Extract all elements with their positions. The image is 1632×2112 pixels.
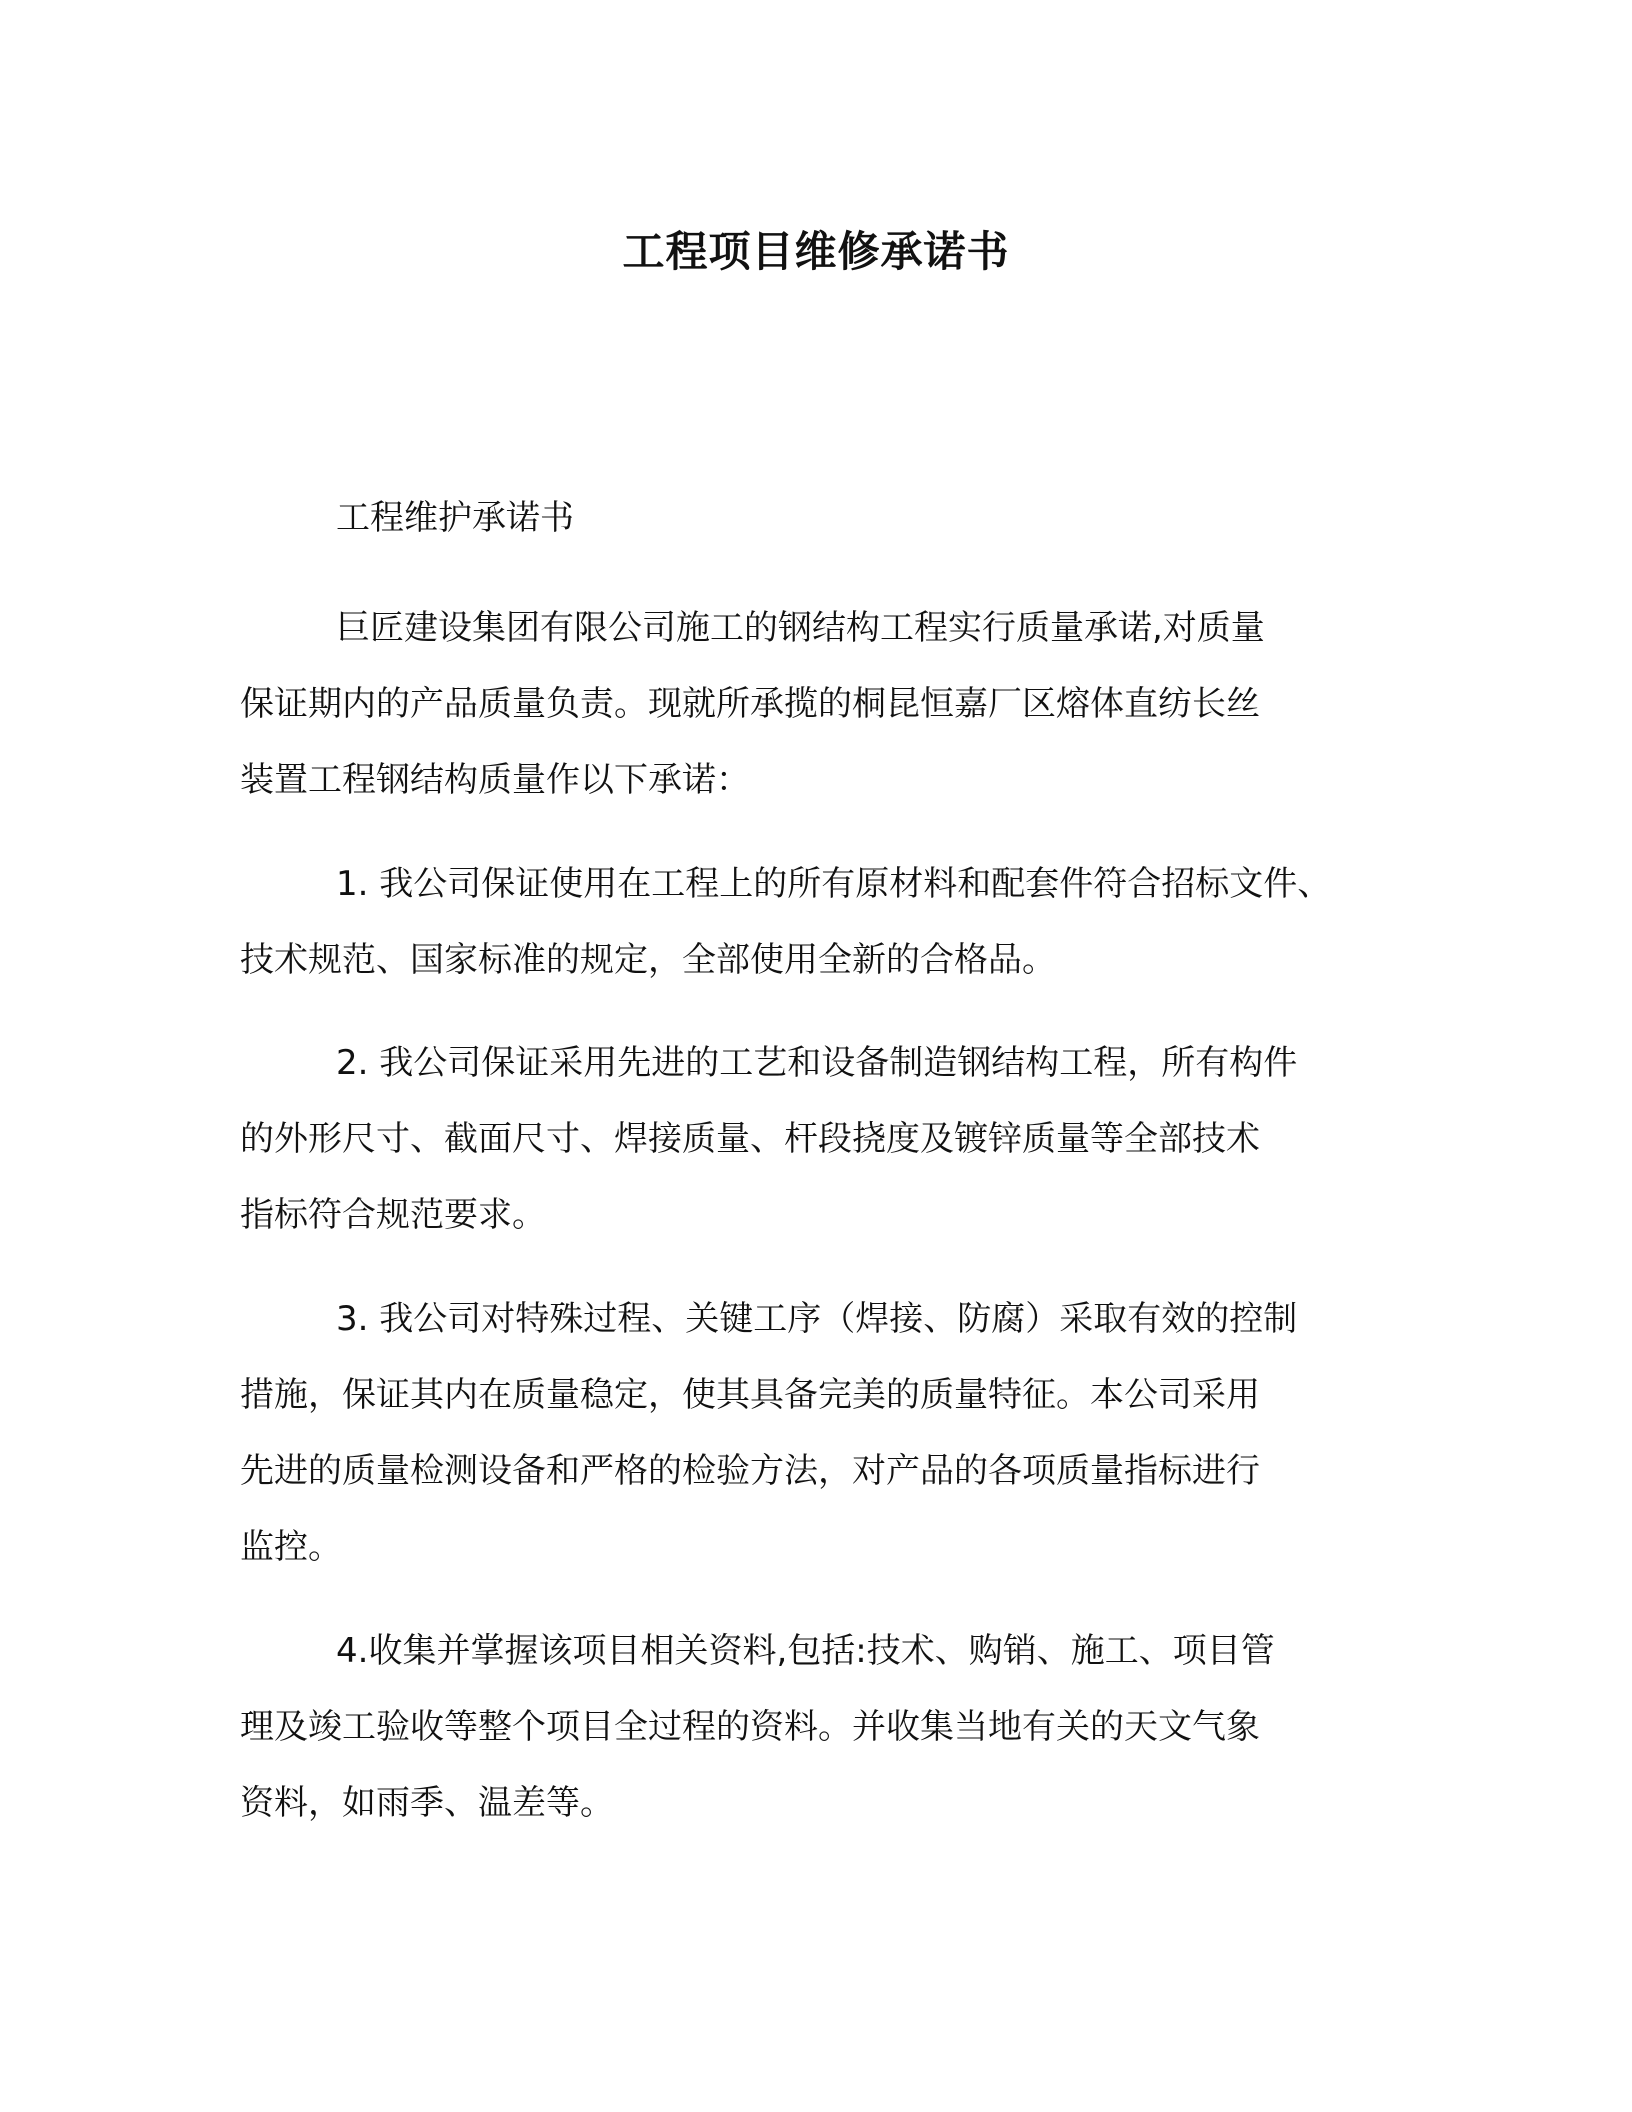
paragraph-line: 装置工程钢结构质量作以下承诺： — [240, 760, 750, 800]
paragraph-line: 技术规范、国家标准的规定，全部使用全新的合格品。 — [240, 940, 1056, 980]
commitment-item-4 — [240, 1613, 1400, 1841]
paragraph-line: 资料，如雨季、温差等。 — [240, 1783, 614, 1823]
document-title: 工程项目维修承诺书 — [622, 227, 1010, 276]
paragraph-line: 4.收集并掌握该项目相关资料,包括:技术、购销、施工、项目管 — [336, 1631, 1275, 1671]
paragraph-line: 理及竣工验收等整个项目全过程的资料。并收集当地有关的天文气象 — [240, 1707, 1260, 1747]
intro-paragraph — [240, 590, 1400, 818]
paragraph-line: 的外形尺寸、截面尺寸、焊接质量、杆段挠度及镀锌质量等全部技术 — [240, 1119, 1260, 1159]
paragraph-line: 先进的质量检测设备和严格的检验方法，对产品的各项质量指标进行 — [240, 1451, 1260, 1491]
commitment-item-3 — [240, 1281, 1400, 1585]
paragraph-line: 1. 我公司保证使用在工程上的所有原材料和配套件符合招标文件、 — [336, 864, 1332, 904]
paragraph-line: 监控。 — [240, 1527, 342, 1567]
paragraph-line: 3. 我公司对特殊过程、关键工序（焊接、防腐）采取有效的控制 — [336, 1299, 1298, 1339]
paragraph-line: 2. 我公司保证采用先进的工艺和设备制造钢结构工程，所有构件 — [336, 1043, 1298, 1083]
commitment-item-2 — [240, 1025, 1400, 1253]
commitment-item-1 — [240, 846, 1400, 998]
paragraph-line: 措施，保证其内在质量稳定，使其具备完美的质量特征。本公司采用 — [240, 1375, 1260, 1415]
document-subtitle: 工程维护承诺书 — [336, 498, 574, 538]
paragraph-line: 保证期内的产品质量负责。现就所承揽的桐昆恒嘉厂区熔体直纺长丝 — [240, 684, 1260, 724]
paragraph-line: 指标符合规范要求。 — [240, 1195, 546, 1235]
paragraph-line: 巨匠建设集团有限公司施工的钢结构工程实行质量承诺,对质量 — [336, 608, 1265, 648]
